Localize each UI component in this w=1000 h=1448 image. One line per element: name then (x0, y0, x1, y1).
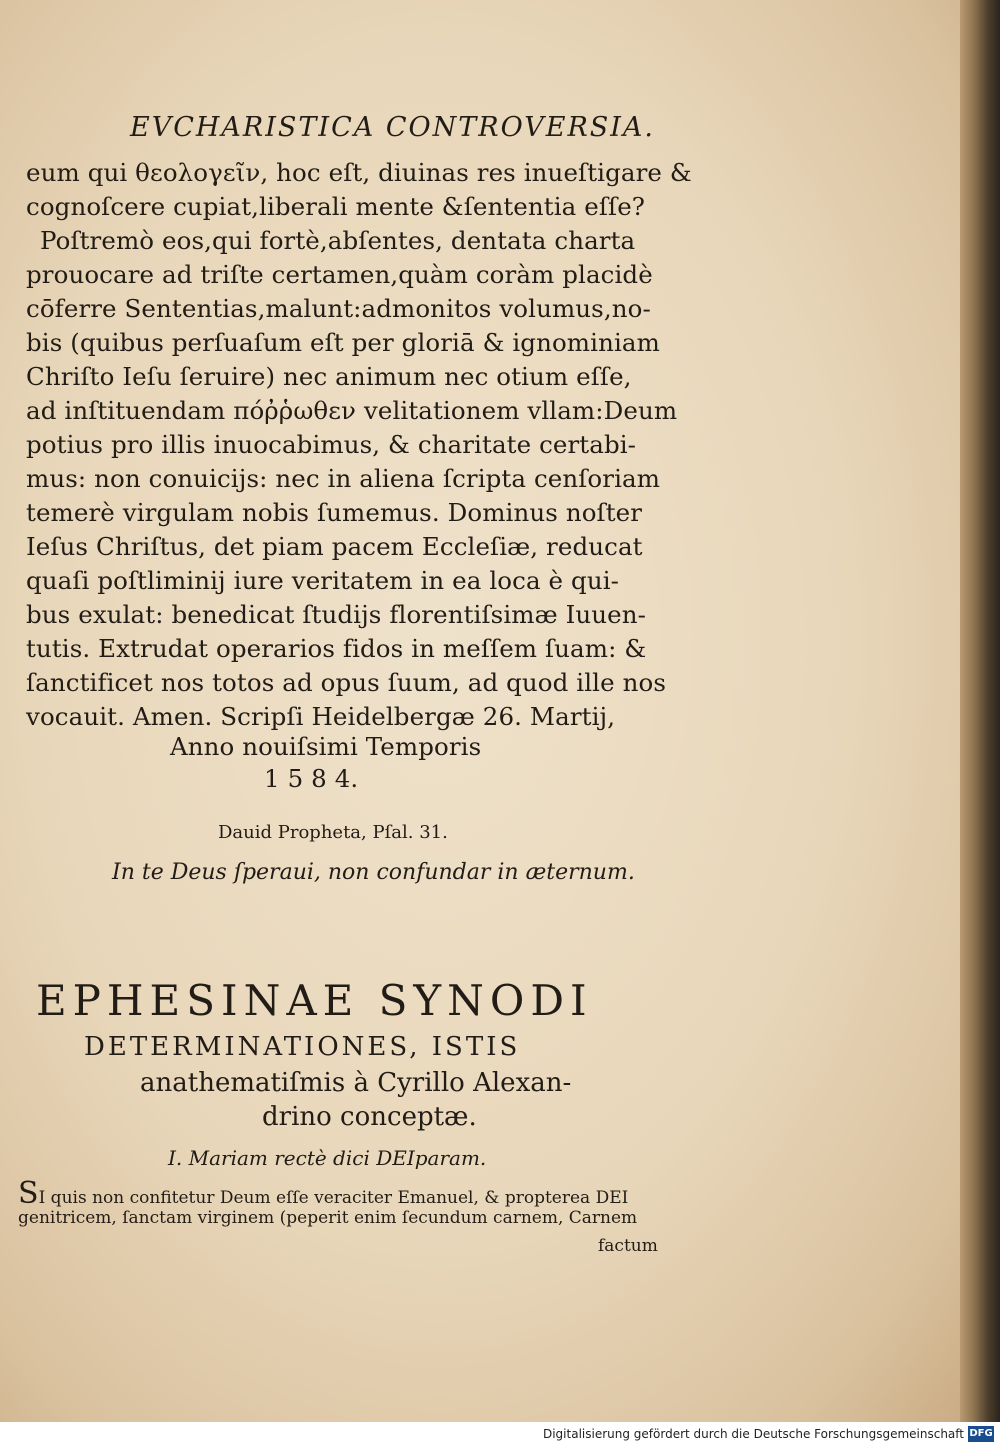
section-title-line-1: EPHESINAE SYNODI (36, 976, 593, 1025)
small-line-1-text: I quis non confitetur Deum eſſe veraciter Emanuel, & propterea DEI (38, 1188, 629, 1208)
body-line-16: ſanctificet nos totos ad opus ſuum, ad quod ille nos (26, 668, 666, 697)
small-line-2: genitricem, ſanctam virginem (peperit enim ſecundum carnem, Carnem (18, 1208, 638, 1228)
body-line-14: bus exulat: benedicat ſtudijs florentiſsimæ Iuuen- (26, 600, 646, 629)
body-line-12: Ieſus Chriſtus, det piam pacem Eccleſiæ, reducat (26, 532, 643, 561)
small-line-1 (18, 1176, 628, 1211)
year-line: 1 5 8 4. (264, 764, 359, 793)
body-line-6: bis (quibus perſuaſum eſt per gloriā & ignominiam (26, 328, 660, 357)
page-edge (960, 0, 1000, 1422)
body-line-11: temerè virgulam nobis ſumemus. Dominus noſter (26, 498, 643, 527)
body-line-17: vocauit. Amen. Scripſi Heidelbergæ 26. Martij, (26, 702, 616, 731)
footer-bar (0, 1422, 1000, 1448)
dfg-logo: DFG (968, 1426, 994, 1442)
body-line-4: prouocare ad triſte certamen,quàm coràm placidè (26, 260, 653, 289)
body-line-5: cōferre Sententias,malunt:admonitos volumus,no- (26, 294, 651, 323)
scripture-quote: In te Deus ſperaui, non confundar in æternum. (112, 860, 635, 885)
section-title-line-3: anathematiſmis à Cyrillo Alexan- (140, 1068, 572, 1098)
body-line-2: cognoſcere cupiat,liberali mente &ſententia eſſe? (26, 192, 646, 221)
body-line-13: quaſi poſtliminij iure veritatem in ea loca è qui- (26, 566, 620, 595)
running-header: EVCHARISTICA CONTROVERSIA. (130, 112, 656, 143)
section-title-line-4: drino conceptæ. (262, 1102, 477, 1132)
body-line-1: eum qui θεολογεῖν, hoc eſt, diuinas res inueſtigare & (26, 158, 692, 187)
citation: Dauid Propheta, Pſal. 31. (218, 822, 448, 843)
section-title-line-2: DETERMINATIONES, ISTIS (84, 1032, 521, 1062)
body-line-7: Chriſto Ieſu ſeruire) nec animum nec otium eſſe, (26, 362, 632, 391)
drop-cap: S (18, 1176, 39, 1211)
date-line: Anno nouiſsimi Temporis (170, 732, 482, 761)
body-line-8: ad inſtituendam πόῤῥωθεν velitationem vllam:Deum (26, 396, 678, 425)
subheading: I. Mariam rectè dici DEIparam. (168, 1146, 487, 1170)
catchword: factum (598, 1236, 658, 1256)
body-line-10: mus: non conuicijs: nec in aliena ſcripta cenſoriam (26, 464, 661, 493)
funding-credit: Digitalisierung gefördert durch die Deutsche Forschungsgemeinschaft (542, 1427, 964, 1441)
body-line-15: tutis. Extrudat operarios fidos in meſſem ſuam: & (26, 634, 647, 663)
body-line-9: potius pro illis inuocabimus, & charitate certabi- (26, 430, 637, 459)
body-line-3: Poſtremò eos,qui fortè,abſentes, dentata charta (40, 226, 636, 255)
